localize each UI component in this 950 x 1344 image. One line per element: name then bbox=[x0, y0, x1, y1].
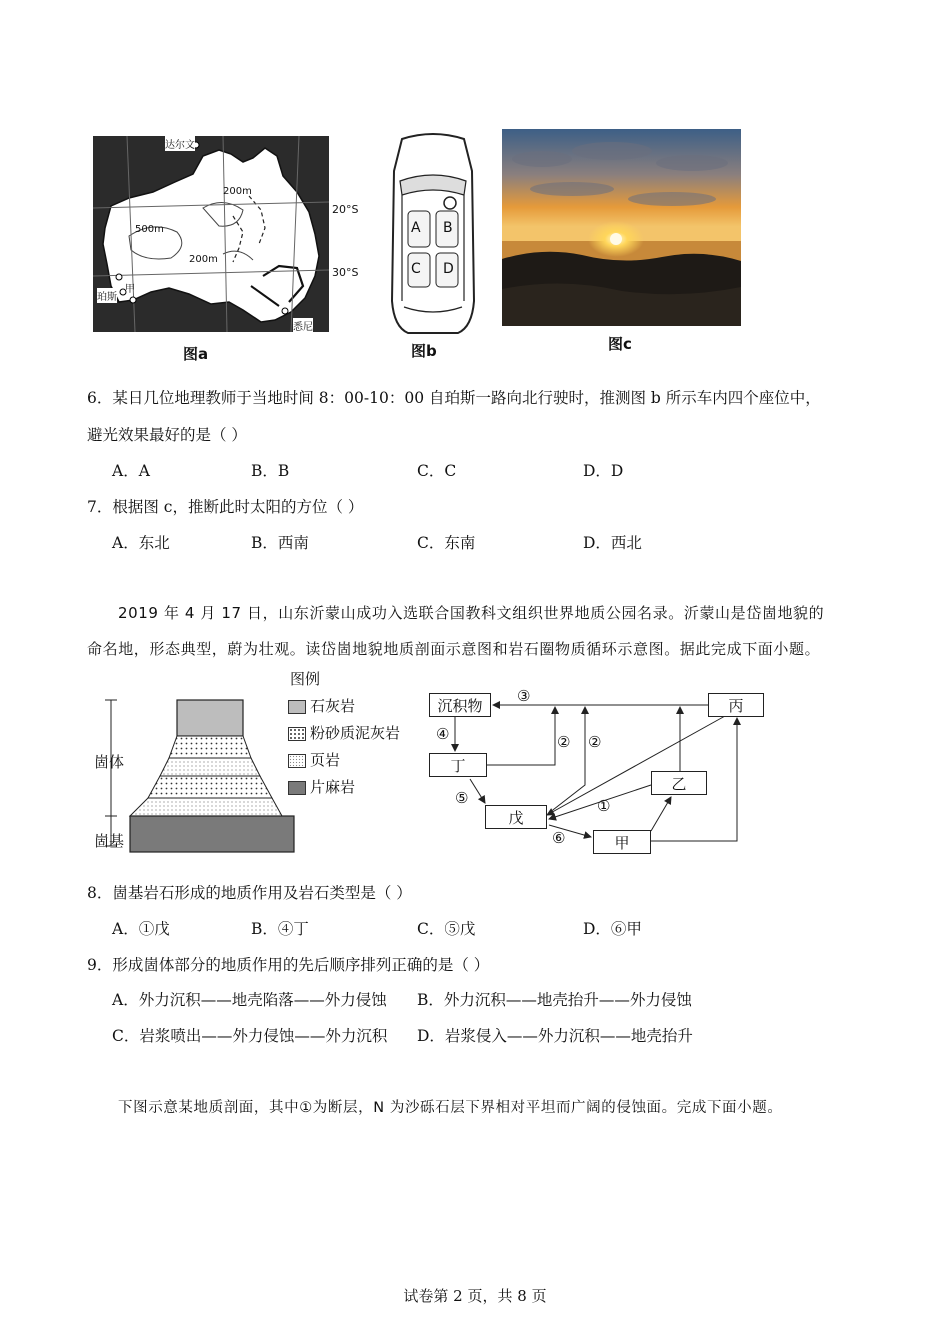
cycle-box-yi: 乙 bbox=[651, 771, 707, 795]
q7-stem: 7．根据图 c，推断此时太阳的方位（ ） bbox=[87, 498, 364, 516]
q6-option-d[interactable]: D．D bbox=[583, 462, 624, 480]
swatch-marl bbox=[288, 727, 306, 741]
q7-option-b[interactable]: B．西南 bbox=[251, 534, 309, 552]
q9-option-b[interactable]: B．外力沉积——地壳抬升——外力侵蚀 bbox=[417, 991, 692, 1009]
q7-option-d[interactable]: D．西北 bbox=[583, 534, 642, 552]
q9-option-c[interactable]: C．岩浆喷出——外力侵蚀——外力沉积 bbox=[112, 1027, 388, 1045]
q9-option-a[interactable]: A．外力沉积——地壳陷落——外力侵蚀 bbox=[112, 991, 387, 1009]
arrow-label-1: ① bbox=[597, 797, 611, 815]
seat-c: C bbox=[411, 261, 421, 277]
q6-stem-line2: 避光效果最好的是（ ） bbox=[87, 426, 247, 444]
arrow-label-3: ③ bbox=[517, 687, 531, 705]
legend-item-marl bbox=[288, 722, 400, 743]
map-label-sydney: 悉尼 bbox=[293, 318, 313, 333]
legend-label-shale: 页岩 bbox=[310, 751, 341, 769]
sunset-svg bbox=[502, 129, 741, 326]
swatch-limestone bbox=[288, 700, 306, 714]
figure-b-caption: 图b bbox=[411, 342, 437, 360]
passage2-line1: 下图示意某地质剖面，其中①为断层，N 为沙砾石层下界相对平坦而广阔的侵蚀面。完成下面小题。 bbox=[118, 1100, 783, 1116]
australia-map-svg bbox=[93, 136, 329, 332]
figure-c-sunset-photo bbox=[502, 129, 741, 326]
legend-title: 图例 bbox=[290, 670, 321, 688]
figure-a-map bbox=[93, 136, 329, 332]
cycle-box-ding: 丁 bbox=[429, 753, 487, 777]
map-label-200m-1: 200m bbox=[223, 186, 252, 197]
q8-option-a[interactable]: A．①戊 bbox=[112, 920, 170, 938]
profile-label-base: 崮基 bbox=[94, 832, 125, 850]
legend-label-marl: 粉砂质泥灰岩 bbox=[310, 724, 401, 742]
q7-option-c[interactable]: C．东南 bbox=[417, 534, 476, 552]
swatch-shale bbox=[288, 754, 306, 768]
passage1-line1: 2019 年 4 月 17 日，山东沂蒙山成功入选联合国教科文组织世界地质公园名录。沂蒙山是岱崮地貌的 bbox=[118, 604, 825, 622]
seat-d: D bbox=[443, 261, 454, 277]
map-label-darwin: 达尔文 bbox=[165, 136, 195, 151]
car-diagram-svg bbox=[388, 131, 478, 335]
q8-option-c[interactable]: C．⑤戊 bbox=[417, 920, 476, 938]
map-label-200m-2: 200m bbox=[189, 254, 218, 265]
arrow-label-4: ④ bbox=[436, 725, 450, 743]
legend-item-gneiss bbox=[288, 776, 355, 797]
arrow-label-2b: ② bbox=[588, 733, 602, 751]
legend-item-limestone bbox=[288, 695, 355, 716]
passage1-line2: 命名地，形态典型，蔚为壮观。读岱崮地貌地质剖面示意图和岩石圈物质循环示意图。据此完成下面小题。 bbox=[87, 640, 821, 658]
q6-stem-line1: 6．某日几位地理教师于当地时间 8：00-10：00 自珀斯一路向北行驶时，推测图 b 所示车内四个座位中， bbox=[87, 389, 821, 407]
arrow-label-2a: ② bbox=[557, 733, 571, 751]
q9-option-d[interactable]: D．岩浆侵入——外力沉积——地壳抬升 bbox=[417, 1027, 693, 1045]
cycle-box-wu: 戊 bbox=[485, 805, 547, 829]
map-label-500m: 500m bbox=[135, 224, 164, 235]
q8-stem: 8．崮基岩石形成的地质作用及岩石类型是（ ） bbox=[87, 884, 412, 902]
figure-b-car bbox=[388, 131, 478, 335]
q9-stem: 9．形成崮体部分的地质作用的先后顺序排列正确的是（ ） bbox=[87, 956, 490, 974]
map-label-perth: 珀斯 bbox=[97, 288, 117, 303]
q6-option-a[interactable]: A．A bbox=[112, 462, 150, 480]
swatch-gneiss bbox=[288, 781, 306, 795]
cycle-box-sediment: 沉积物 bbox=[429, 693, 491, 717]
figure-a-caption: 图a bbox=[183, 345, 209, 363]
seat-b: B bbox=[443, 220, 453, 236]
cycle-box-bing: 丙 bbox=[708, 693, 764, 717]
cycle-box-jia: 甲 bbox=[593, 830, 651, 854]
seat-a: A bbox=[411, 220, 421, 236]
legend-label-gneiss: 片麻岩 bbox=[310, 778, 356, 796]
q7-option-a[interactable]: A．东北 bbox=[112, 534, 170, 552]
map-label-jia: 甲 bbox=[125, 284, 135, 295]
page-footer: 试卷第 2 页，共 8 页 bbox=[403, 1287, 547, 1305]
legend-label-limestone: 石灰岩 bbox=[310, 697, 356, 715]
q6-option-c[interactable]: C．C bbox=[417, 462, 457, 480]
q8-option-d[interactable]: D．⑥甲 bbox=[583, 920, 642, 938]
rock-cycle-diagram bbox=[425, 685, 775, 860]
profile-diagram bbox=[94, 696, 304, 856]
map-label-lat20: 20°S bbox=[332, 203, 359, 216]
profile-svg bbox=[94, 696, 304, 856]
q6-option-b[interactable]: B．B bbox=[251, 462, 290, 480]
map-label-lat30: 30°S bbox=[332, 266, 359, 279]
figure-c-caption: 图c bbox=[608, 335, 632, 353]
legend-item-shale bbox=[288, 749, 340, 770]
arrow-label-5: ⑤ bbox=[455, 789, 469, 807]
profile-label-body: 崮体 bbox=[94, 753, 125, 771]
arrow-label-6: ⑥ bbox=[552, 829, 566, 847]
q8-option-b[interactable]: B．④丁 bbox=[251, 920, 309, 938]
